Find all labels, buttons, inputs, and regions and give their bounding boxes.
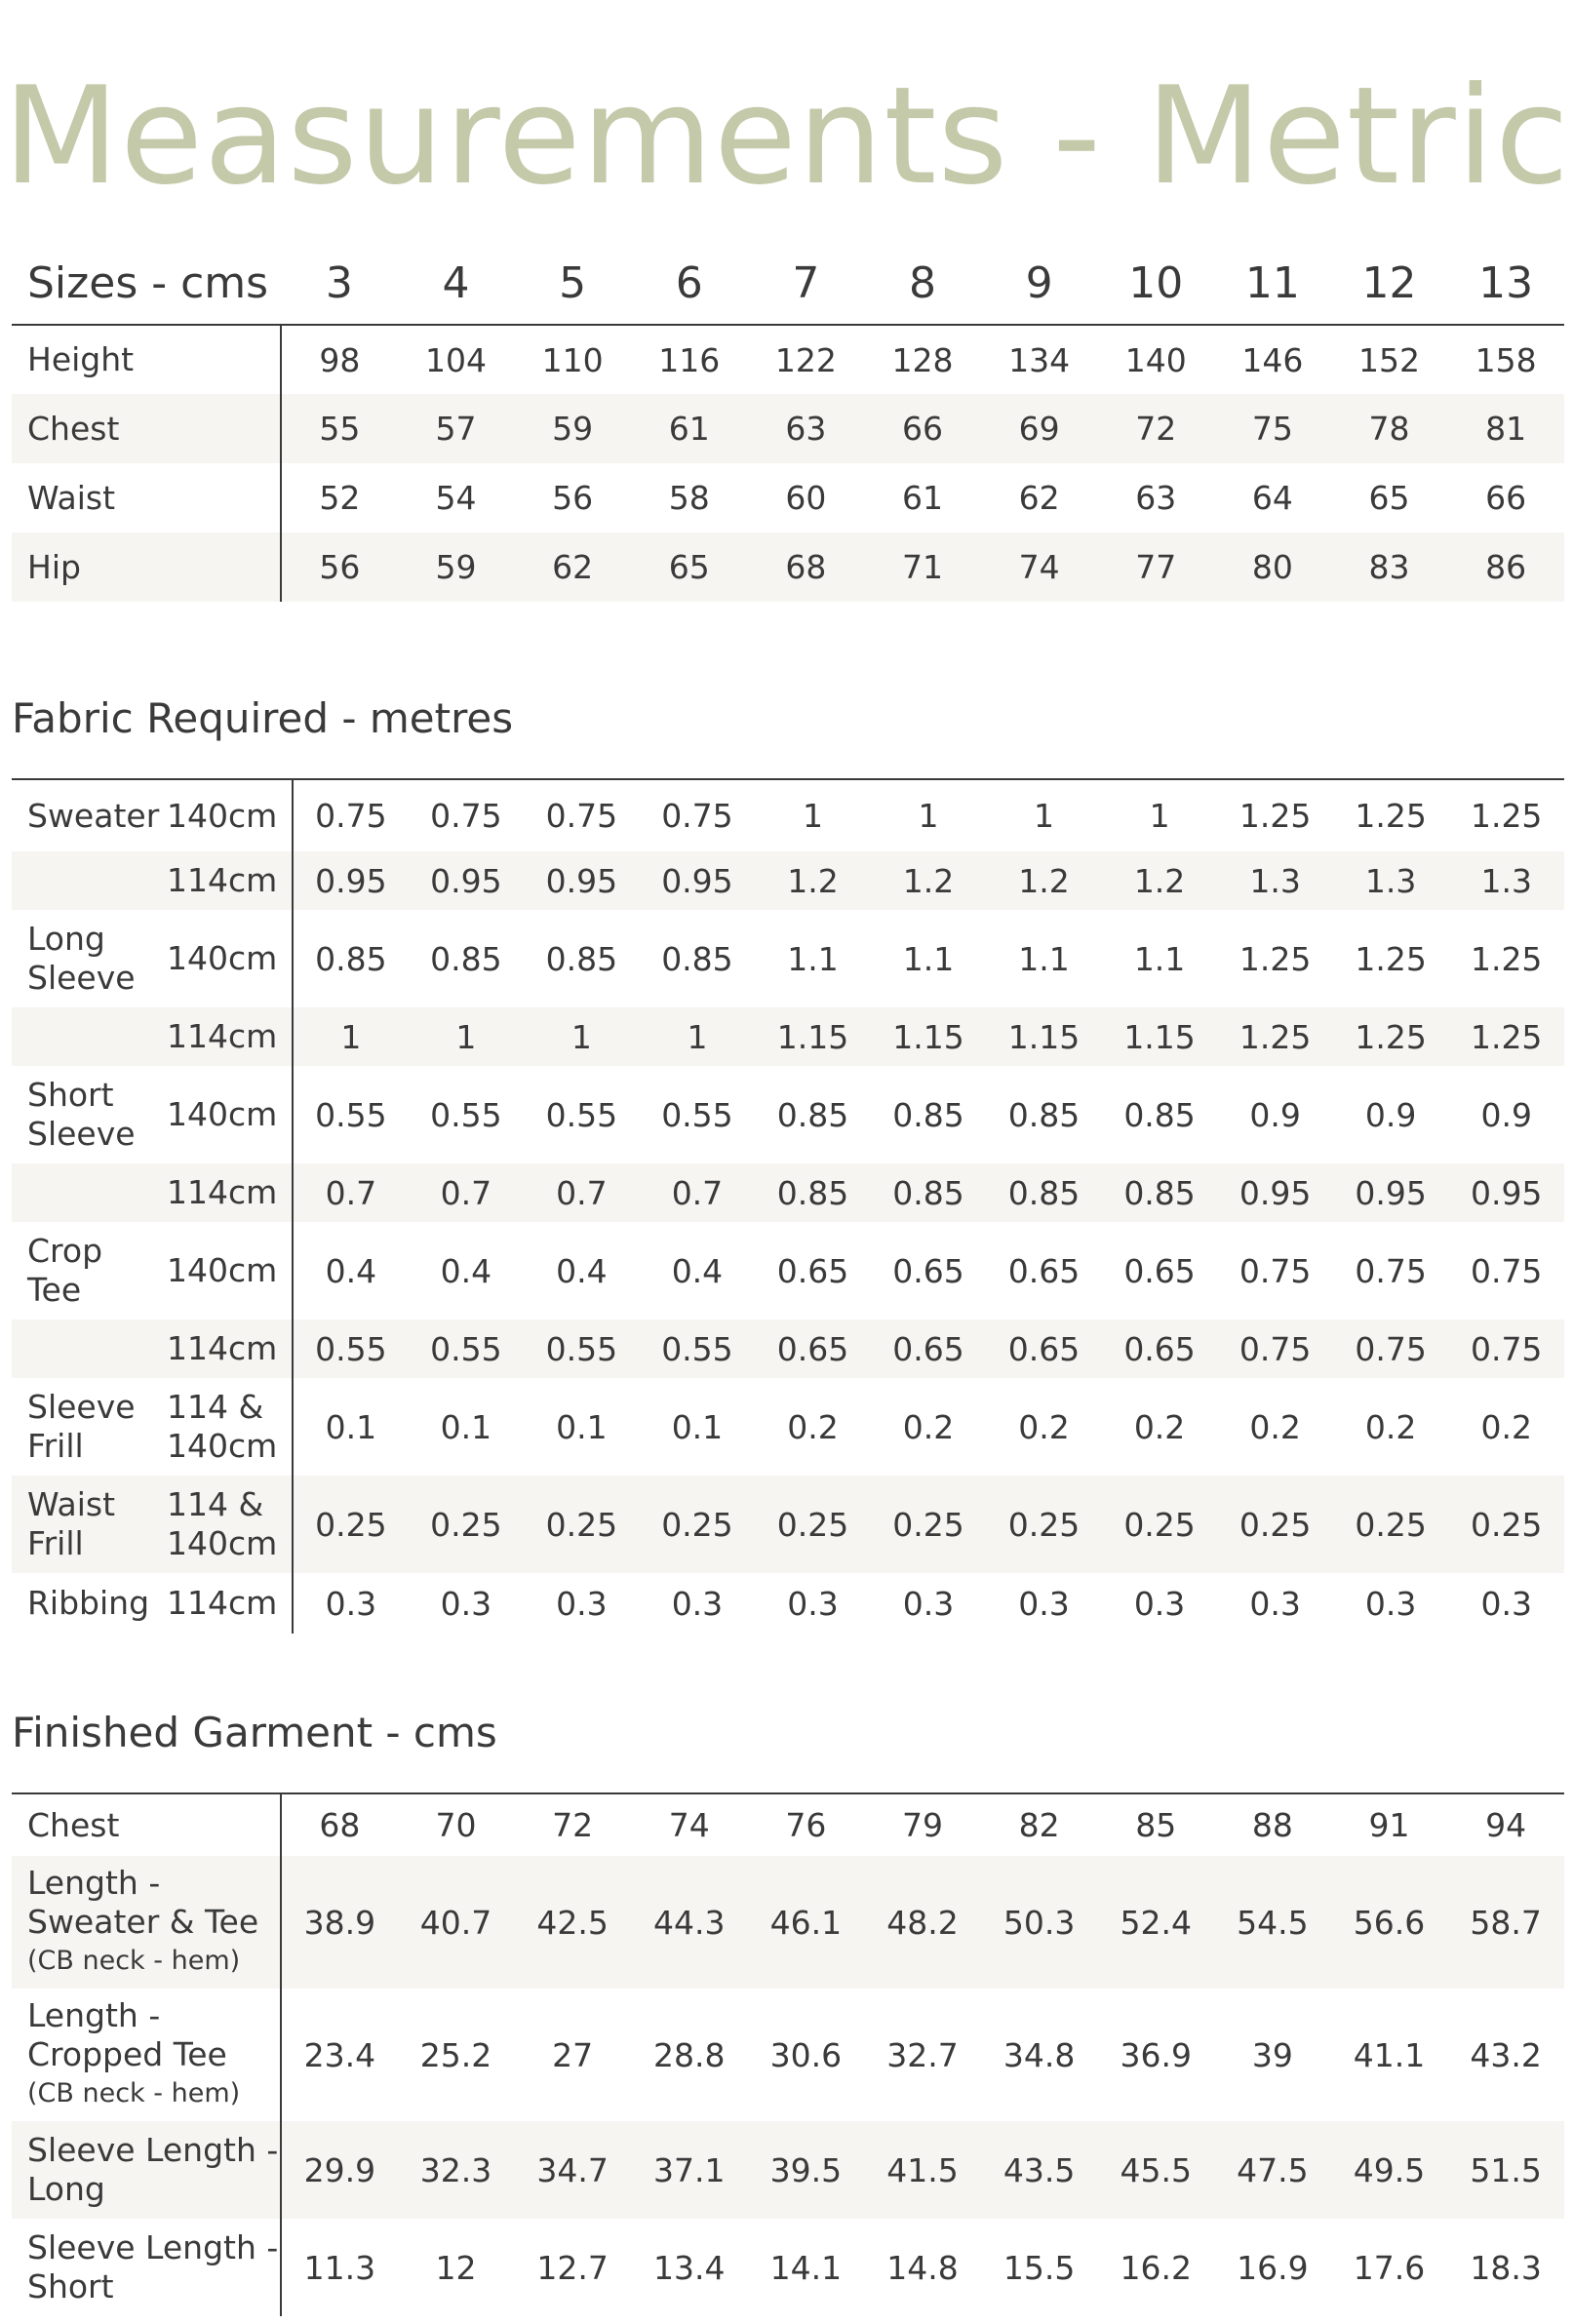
- finished-table: [12, 1792, 1564, 2316]
- table-cell: 88: [1251, 1806, 1293, 1844]
- table-cell: 36.9: [1120, 2035, 1192, 2074]
- garment-label: [12, 851, 161, 910]
- row-label-note: (CB neck - hem): [27, 2078, 241, 2108]
- table-cell: 60: [785, 479, 827, 517]
- table-cell: 0.55: [640, 1320, 756, 1378]
- table-cell: 1.25: [1239, 939, 1312, 978]
- table-cell: 68: [748, 532, 865, 602]
- table-cell: 1.2: [986, 851, 1102, 910]
- table-cell: 1.1: [1018, 939, 1070, 978]
- table-cell: 1.3: [1333, 851, 1449, 910]
- table-cell: 0.95: [524, 851, 640, 910]
- table-cell: 0.85: [661, 939, 733, 978]
- table-row: [12, 1320, 1564, 1378]
- table-cell: 122: [774, 340, 837, 379]
- table-row: [12, 910, 1564, 1007]
- fabric-width-label: 114cm: [161, 1320, 293, 1378]
- size-label: 13: [1447, 242, 1564, 325]
- table-cell: 0.85: [1007, 1095, 1081, 1134]
- size-label: 8: [864, 242, 981, 325]
- table-cell: 1: [918, 797, 939, 835]
- table-cell: 0.85: [871, 1163, 987, 1222]
- size-label: 6: [631, 242, 748, 325]
- table-cell: 0.95: [409, 851, 525, 910]
- table-cell: 1.1: [787, 939, 839, 978]
- size-label: 5: [514, 242, 631, 325]
- table-cell: 0.3: [440, 1584, 492, 1623]
- table-cell: 42.5: [514, 1856, 631, 1989]
- table-cell: 37.1: [631, 2121, 748, 2219]
- table-row: [12, 779, 1564, 851]
- table-cell: 1.25: [1355, 797, 1427, 835]
- table-cell: 0.55: [545, 1095, 618, 1134]
- table-cell: 1.25: [1448, 1007, 1564, 1066]
- table-cell: 63: [1135, 479, 1177, 517]
- table-cell: 1: [640, 1007, 756, 1066]
- fabric-width-label: 114cm: [161, 1573, 293, 1634]
- table-cell: 0.75: [430, 797, 502, 835]
- table-cell: 0.75: [1448, 1320, 1564, 1378]
- table-cell: 54: [435, 479, 477, 517]
- size-label: 3: [281, 242, 398, 325]
- table-cell: 72: [1097, 394, 1214, 463]
- table-cell: 0.85: [776, 1095, 849, 1134]
- table-cell: 0.9: [1249, 1095, 1301, 1134]
- table-cell: 1.25: [1217, 1007, 1333, 1066]
- row-label: [12, 2219, 281, 2316]
- size-label: 10: [1097, 242, 1214, 325]
- table-row: [12, 1989, 1564, 2121]
- table-cell: 0.55: [315, 1095, 387, 1134]
- table-cell: 0.95: [1448, 1163, 1564, 1222]
- table-cell: 0.3: [325, 1584, 377, 1623]
- row-label-text: Sleeve Length - Long: [27, 2131, 279, 2208]
- table-cell: 23.4: [303, 2035, 376, 2074]
- garment-label: [12, 1007, 161, 1066]
- table-cell: 1.15: [1102, 1007, 1218, 1066]
- table-cell: 0.75: [1217, 1320, 1333, 1378]
- fabric-width-label: 114cm: [161, 1007, 293, 1066]
- table-cell: 158: [1475, 340, 1537, 379]
- table-cell: 57: [398, 394, 515, 463]
- table-cell: 0.65: [755, 1320, 871, 1378]
- table-cell: 30.6: [769, 2035, 843, 2074]
- row-label-text: Length - Cropped Tee: [27, 1996, 227, 2073]
- table-cell: 43.5: [981, 2121, 1098, 2219]
- table-cell: 51.5: [1447, 2121, 1564, 2219]
- table-cell: 0.2: [1133, 1407, 1186, 1446]
- table-cell: 0.55: [661, 1095, 733, 1134]
- table-cell: 13.4: [653, 2248, 726, 2287]
- table-cell: 56.6: [1331, 1856, 1448, 1989]
- row-label: Height: [12, 325, 281, 394]
- table-cell: 0.75: [1333, 1320, 1449, 1378]
- table-cell: 82: [1018, 1806, 1060, 1844]
- table-cell: 0.85: [430, 939, 502, 978]
- table-cell: 46.1: [748, 1856, 865, 1989]
- row-label: Hip: [12, 532, 281, 602]
- fabric-table: [12, 778, 1564, 1634]
- table-cell: 0.65: [1102, 1320, 1218, 1378]
- garment-label: Short Sleeve: [27, 1076, 136, 1153]
- garment-label: Ribbing: [27, 1584, 150, 1622]
- table-cell: 11.3: [303, 2248, 376, 2287]
- table-cell: 48.2: [864, 1856, 981, 1989]
- table-cell: 0.55: [524, 1320, 640, 1378]
- table-cell: 55: [281, 394, 398, 463]
- table-cell: 1: [802, 797, 823, 835]
- table-cell: 0.3: [1018, 1584, 1070, 1623]
- table-cell: 0.75: [661, 797, 733, 835]
- table-cell: 0.3: [787, 1584, 839, 1623]
- table-cell: 1.3: [1448, 851, 1564, 910]
- table-cell: 83: [1331, 532, 1448, 602]
- table-cell: 65: [631, 532, 748, 602]
- table-cell: 61: [902, 479, 944, 517]
- row-label-note: (CB neck - hem): [27, 1946, 241, 1976]
- table-cell: 1.2: [1102, 851, 1218, 910]
- table-cell: 44.3: [631, 1856, 748, 1989]
- table-cell: 34.8: [1003, 2035, 1076, 2074]
- row-label: [12, 1856, 281, 1989]
- table-cell: 104: [425, 340, 488, 379]
- table-cell: 0.7: [409, 1163, 525, 1222]
- table-cell: 43.2: [1470, 2035, 1542, 2074]
- table-cell: 32.7: [886, 2035, 959, 2074]
- table-cell: 0.95: [1333, 1163, 1449, 1222]
- table-cell: 0.7: [293, 1163, 409, 1222]
- table-cell: 25.2: [419, 2035, 492, 2074]
- fabric-width-label: 140cm: [161, 1222, 293, 1320]
- fabric-width-label: 140cm: [161, 1066, 293, 1163]
- table-cell: 85: [1135, 1806, 1177, 1844]
- table-cell: 0.2: [787, 1407, 839, 1446]
- table-cell: 0.75: [1239, 1251, 1312, 1290]
- size-label: 12: [1331, 242, 1448, 325]
- table-cell: 61: [631, 394, 748, 463]
- table-cell: 0.1: [325, 1407, 377, 1446]
- table-cell: 91: [1368, 1806, 1410, 1844]
- table-cell: 0.1: [440, 1407, 492, 1446]
- table-cell: 1.3: [1217, 851, 1333, 910]
- table-row: [12, 463, 1564, 532]
- sizes-header-label: Sizes - cms: [12, 242, 281, 325]
- table-cell: 59: [514, 394, 631, 463]
- page-title: Measurements - Metric: [3, 58, 1570, 215]
- table-cell: 1: [293, 1007, 409, 1066]
- table-cell: 28.8: [653, 2035, 726, 2074]
- fabric-width-label: 114 & 140cm: [161, 1476, 293, 1573]
- table-row: [12, 1793, 1564, 1856]
- table-cell: 71: [864, 532, 981, 602]
- table-cell: 1: [1149, 797, 1170, 835]
- table-cell: 1.15: [871, 1007, 987, 1066]
- table-cell: 0.85: [892, 1095, 964, 1134]
- table-cell: 52: [319, 479, 361, 517]
- row-label: [12, 1793, 281, 1856]
- table-cell: 80: [1214, 532, 1331, 602]
- table-cell: 1.25: [1355, 939, 1427, 978]
- table-cell: 0.7: [524, 1163, 640, 1222]
- fabric-width-label: 114cm: [161, 1163, 293, 1222]
- table-cell: 66: [864, 394, 981, 463]
- table-cell: 0.4: [325, 1251, 377, 1290]
- table-cell: 0.55: [430, 1095, 502, 1134]
- table-cell: 0.4: [671, 1251, 724, 1290]
- finished-title: Finished Garment - cms: [12, 1709, 497, 1756]
- table-cell: 1.2: [755, 851, 871, 910]
- table-cell: 0.75: [315, 797, 387, 835]
- table-cell: 40.7: [398, 1856, 515, 1989]
- table-cell: 0.85: [315, 939, 387, 978]
- table-row: [12, 1222, 1564, 1320]
- table-cell: 0.25: [524, 1476, 640, 1573]
- table-row: [12, 394, 1564, 463]
- table-cell: 38.9: [281, 1856, 398, 1989]
- table-cell: 39: [1251, 2035, 1293, 2074]
- table-cell: 0.75: [545, 797, 618, 835]
- table-cell: 45.5: [1097, 2121, 1214, 2219]
- table-row: [12, 2219, 1564, 2316]
- table-cell: 75: [1214, 394, 1331, 463]
- table-cell: 0.55: [409, 1320, 525, 1378]
- table-cell: 18.3: [1470, 2248, 1542, 2287]
- garment-label: Sweater: [27, 796, 160, 835]
- table-cell: 1.25: [1470, 797, 1543, 835]
- table-cell: 86: [1447, 532, 1564, 602]
- garment-label: Long Sleeve: [27, 920, 136, 997]
- table-cell: 0.7: [640, 1163, 756, 1222]
- table-cell: 0.55: [293, 1320, 409, 1378]
- table-cell: 140: [1124, 340, 1187, 379]
- table-cell: 63: [748, 394, 865, 463]
- table-cell: 1.15: [755, 1007, 871, 1066]
- table-cell: 0.2: [1364, 1407, 1417, 1446]
- fabric-width-label: 114cm: [161, 851, 293, 910]
- row-label-text: Sleeve Length - Short: [27, 2228, 279, 2305]
- table-cell: 0.4: [440, 1251, 492, 1290]
- table-cell: 41.5: [864, 2121, 981, 2219]
- table-cell: 0.3: [1480, 1584, 1532, 1623]
- table-cell: 70: [435, 1806, 477, 1844]
- table-cell: 59: [398, 532, 515, 602]
- garment-label: [12, 1320, 161, 1378]
- row-label-text: Length - Sweater & Tee: [27, 1864, 259, 1941]
- table-cell: 54.5: [1214, 1856, 1331, 1989]
- size-label: 11: [1214, 242, 1331, 325]
- sizes-header-row: [12, 242, 1564, 325]
- table-cell: 58.7: [1447, 1856, 1564, 1989]
- table-row: [12, 851, 1564, 910]
- table-cell: 0.2: [1480, 1407, 1532, 1446]
- table-row: [12, 1378, 1564, 1476]
- table-cell: 72: [552, 1806, 594, 1844]
- table-cell: 0.9: [1364, 1095, 1417, 1134]
- table-cell: 98: [319, 340, 361, 379]
- table-cell: 0.25: [755, 1476, 871, 1573]
- table-row: [12, 1573, 1564, 1634]
- table-cell: 0.2: [1249, 1407, 1301, 1446]
- table-cell: 0.65: [986, 1320, 1102, 1378]
- garment-label: [12, 1163, 161, 1222]
- table-cell: 0.65: [871, 1320, 987, 1378]
- table-cell: 110: [541, 340, 604, 379]
- table-cell: 14.1: [769, 2248, 843, 2287]
- table-cell: 0.75: [1470, 1251, 1543, 1290]
- table-cell: 128: [891, 340, 954, 379]
- table-cell: 0.95: [1217, 1163, 1333, 1222]
- fabric-width-label: 140cm: [161, 779, 293, 851]
- size-label: 7: [748, 242, 865, 325]
- table-cell: 65: [1368, 479, 1410, 517]
- table-cell: 0.25: [409, 1476, 525, 1573]
- size-label: 9: [981, 242, 1098, 325]
- table-cell: 34.7: [514, 2121, 631, 2219]
- table-cell: 77: [1097, 532, 1214, 602]
- table-cell: 58: [668, 479, 710, 517]
- table-cell: 152: [1358, 340, 1421, 379]
- table-cell: 0.2: [902, 1407, 955, 1446]
- table-row: [12, 1856, 1564, 1989]
- table-row: [12, 325, 1564, 394]
- fabric-width-label: 140cm: [161, 910, 293, 1007]
- table-cell: 76: [785, 1806, 827, 1844]
- table-cell: 39.5: [748, 2121, 865, 2219]
- table-cell: 0.65: [1007, 1251, 1081, 1290]
- table-cell: 1.1: [902, 939, 955, 978]
- table-cell: 1: [1034, 797, 1055, 835]
- table-cell: 74: [981, 532, 1098, 602]
- table-cell: 1.1: [1133, 939, 1186, 978]
- table-cell: 41.1: [1353, 2035, 1426, 2074]
- table-cell: 0.3: [1364, 1584, 1417, 1623]
- table-cell: 0.3: [671, 1584, 724, 1623]
- table-cell: 0.9: [1480, 1095, 1532, 1134]
- table-cell: 47.5: [1214, 2121, 1331, 2219]
- table-cell: 134: [1008, 340, 1071, 379]
- table-cell: 1.15: [986, 1007, 1102, 1066]
- garment-label: Waist Frill: [12, 1476, 161, 1573]
- sizes-table: [12, 242, 1564, 602]
- table-row: [12, 1163, 1564, 1222]
- table-cell: 0.4: [556, 1251, 608, 1290]
- row-label: Chest: [12, 394, 281, 463]
- row-label: [12, 2121, 281, 2219]
- table-cell: 52.4: [1097, 1856, 1214, 1989]
- table-cell: 50.3: [981, 1856, 1098, 1989]
- table-cell: 1.25: [1333, 1007, 1449, 1066]
- fabric-width-label: 114 & 140cm: [161, 1378, 293, 1476]
- table-row: [12, 2121, 1564, 2219]
- table-cell: 78: [1331, 394, 1448, 463]
- table-cell: 0.75: [1355, 1251, 1427, 1290]
- table-cell: 62: [1018, 479, 1060, 517]
- table-cell: 0.25: [1102, 1476, 1218, 1573]
- table-cell: 12.7: [536, 2248, 609, 2287]
- table-cell: 94: [1485, 1806, 1527, 1844]
- table-cell: 64: [1251, 479, 1293, 517]
- table-cell: 0.3: [556, 1584, 608, 1623]
- row-label: Waist: [12, 463, 281, 532]
- table-cell: 27: [552, 2035, 594, 2074]
- table-cell: 15.5: [1003, 2248, 1076, 2287]
- table-row: [12, 1066, 1564, 1163]
- table-cell: 29.9: [281, 2121, 398, 2219]
- table-cell: 1: [524, 1007, 640, 1066]
- table-cell: 0.1: [556, 1407, 608, 1446]
- table-cell: 1.2: [871, 851, 987, 910]
- table-cell: 0.3: [902, 1584, 955, 1623]
- table-cell: 16.2: [1120, 2248, 1192, 2287]
- table-cell: 0.95: [293, 851, 409, 910]
- table-cell: 0.25: [871, 1476, 987, 1573]
- garment-label: Sleeve Frill: [27, 1388, 136, 1465]
- table-cell: 69: [981, 394, 1098, 463]
- table-cell: 0.65: [776, 1251, 849, 1290]
- table-cell: 0.65: [1123, 1251, 1196, 1290]
- table-cell: 0.1: [671, 1407, 724, 1446]
- table-cell: 0.85: [986, 1163, 1102, 1222]
- table-cell: 0.25: [640, 1476, 756, 1573]
- table-cell: 62: [514, 532, 631, 602]
- garment-label: Crop Tee: [27, 1232, 103, 1309]
- table-cell: 66: [1485, 479, 1527, 517]
- table-cell: 0.85: [545, 939, 618, 978]
- table-cell: 0.2: [1018, 1407, 1070, 1446]
- table-cell: 56: [281, 532, 398, 602]
- table-cell: 0.25: [1333, 1476, 1449, 1573]
- table-cell: 16.9: [1237, 2248, 1309, 2287]
- table-cell: 0.3: [1133, 1584, 1186, 1623]
- table-cell: 116: [658, 340, 721, 379]
- table-cell: 0.3: [1249, 1584, 1301, 1623]
- table-cell: 32.3: [398, 2121, 515, 2219]
- table-cell: 74: [668, 1806, 710, 1844]
- table-cell: 79: [902, 1806, 944, 1844]
- table-cell: 0.65: [892, 1251, 964, 1290]
- table-cell: 0.25: [293, 1476, 409, 1573]
- table-cell: 14.8: [886, 2248, 959, 2287]
- table-row: [12, 532, 1564, 602]
- table-cell: 0.25: [986, 1476, 1102, 1573]
- table-cell: 0.25: [1217, 1476, 1333, 1573]
- row-label-text: Chest: [27, 1805, 120, 1844]
- table-row: [12, 1007, 1564, 1066]
- table-row: [12, 1476, 1564, 1573]
- table-cell: 0.85: [1123, 1095, 1196, 1134]
- table-cell: 0.85: [1102, 1163, 1218, 1222]
- fabric-title: Fabric Required - metres: [12, 694, 514, 742]
- table-cell: 49.5: [1331, 2121, 1448, 2219]
- row-label: [12, 1989, 281, 2121]
- table-cell: 56: [552, 479, 594, 517]
- table-cell: 0.95: [640, 851, 756, 910]
- table-cell: 1.25: [1239, 797, 1312, 835]
- table-cell: 146: [1241, 340, 1304, 379]
- table-cell: 0.85: [755, 1163, 871, 1222]
- table-cell: 17.6: [1353, 2248, 1426, 2287]
- table-cell: 1.25: [1470, 939, 1543, 978]
- table-cell: 1: [409, 1007, 525, 1066]
- table-cell: 68: [319, 1806, 361, 1844]
- table-cell: 0.25: [1448, 1476, 1564, 1573]
- size-label: 4: [398, 242, 515, 325]
- table-cell: 81: [1447, 394, 1564, 463]
- table-cell: 12: [435, 2248, 477, 2287]
